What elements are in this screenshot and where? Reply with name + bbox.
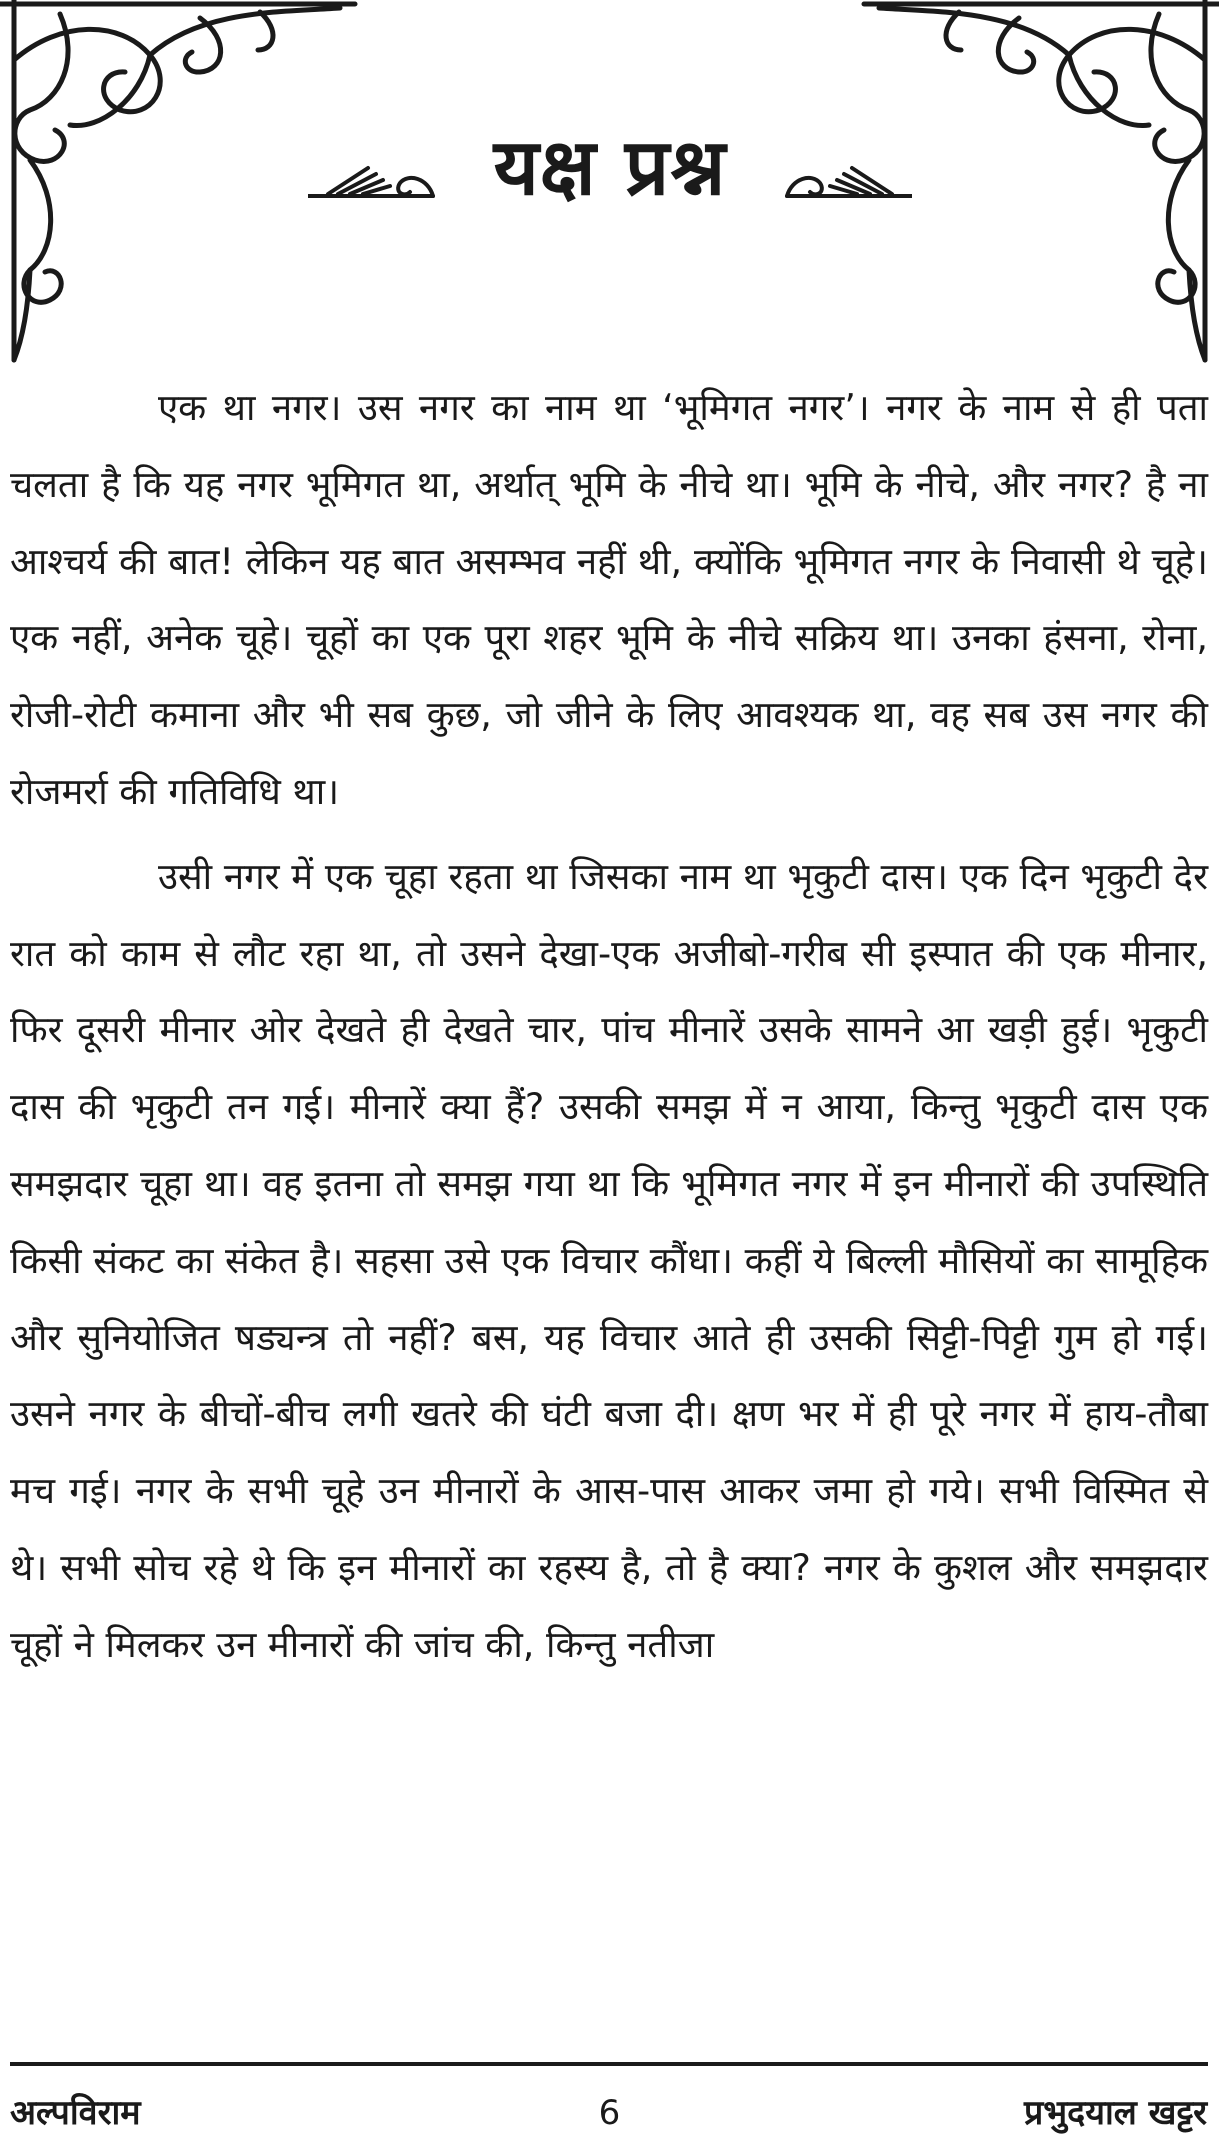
paragraph-text: एक था नगर। उस नगर का नाम था ‘भूमिगत नगर’। नगर के नाम से ही पता चलता है कि यह नगर भूमिगत था, अर्थात् भूमि के नीचे था। भूमि के नीचे, और नगर? है ना आश्चर्य की बात! लेकिन यह बात असम्भव नहीं थी, क्योंकि भूमिगत नगर के निवासी थे चूहे। एक नहीं, अनेक चूहे। चूहों का एक पूरा शहर भूमि के नीचे सक्रिय था। उनका हंसना, रोना, रोजी-रोटी कमाना और भी सब कुछ, जो जीने के लिए आवश्यक था, वह सब उस नगर की रोजमर्रा की गतिविधि था।	[10, 386, 1208, 813]
title-flourish-right-icon	[782, 148, 912, 218]
footer-book-title: अल्पविराम	[10, 2093, 141, 2133]
footer-divider	[10, 2062, 1208, 2066]
paragraph-text: उसी नगर में एक चूहा रहता था जिसका नाम था भृकुटी दास। एक दिन भृकुटी देर रात को काम से लौट रहा था, तो उसने देखा-एक अजीबो-गरीब सी इस्पात की एक मीनार, फिर दूसरी मीनार ओर देखते ही देखते चार, पांच मीनारें उसके सामने आ खड़ी हुई। भृकुटी दास की भृकुटी तन गई। मीनारें क्या हैं? उसकी समझ में न आया, किन्तु भृकुटी दास एक समझदार चूहा था। वह इतना तो समझ गया था कि भूमिगत नगर में इन मीनारों की उपस्थिति किसी संकट का संकेत है। सहसा उसे एक विचार कौंधा। कहीं ये बिल्ली मौसियों का सामूहिक और सुनियोजित षड्यन्त्र तो नहीं? बस, यह विचार आते ही उसकी सिट्टी-पिट्टी गुम हो गई। उसने नगर के बीचों-बीच लगी खतरे की घंटी बजा दी। क्षण भर में ही पूरे नगर में हाय-तौबा मच गई। नगर के सभी चूहे उन मीनारों के आस-पास आकर जमा हो गये। सभी विस्मित से थे। सभी सोच रहे थे कि इन मीनारों का रहस्य है, तो है क्या? नगर के कुशल और समझदार चूहों ने मिलकर उन मीनारों की जांच की, किन्तु नतीजा	[10, 854, 1208, 1666]
story-paragraph	[10, 370, 1208, 831]
chapter-title: यक्ष प्रश्न	[493, 123, 727, 213]
story-body	[10, 370, 1208, 1684]
chapter-title-block	[300, 118, 920, 228]
story-paragraph	[10, 839, 1208, 1684]
page-number: 6	[598, 2093, 621, 2133]
footer-author: प्रभुदयाल खट्टर	[1023, 2093, 1207, 2133]
